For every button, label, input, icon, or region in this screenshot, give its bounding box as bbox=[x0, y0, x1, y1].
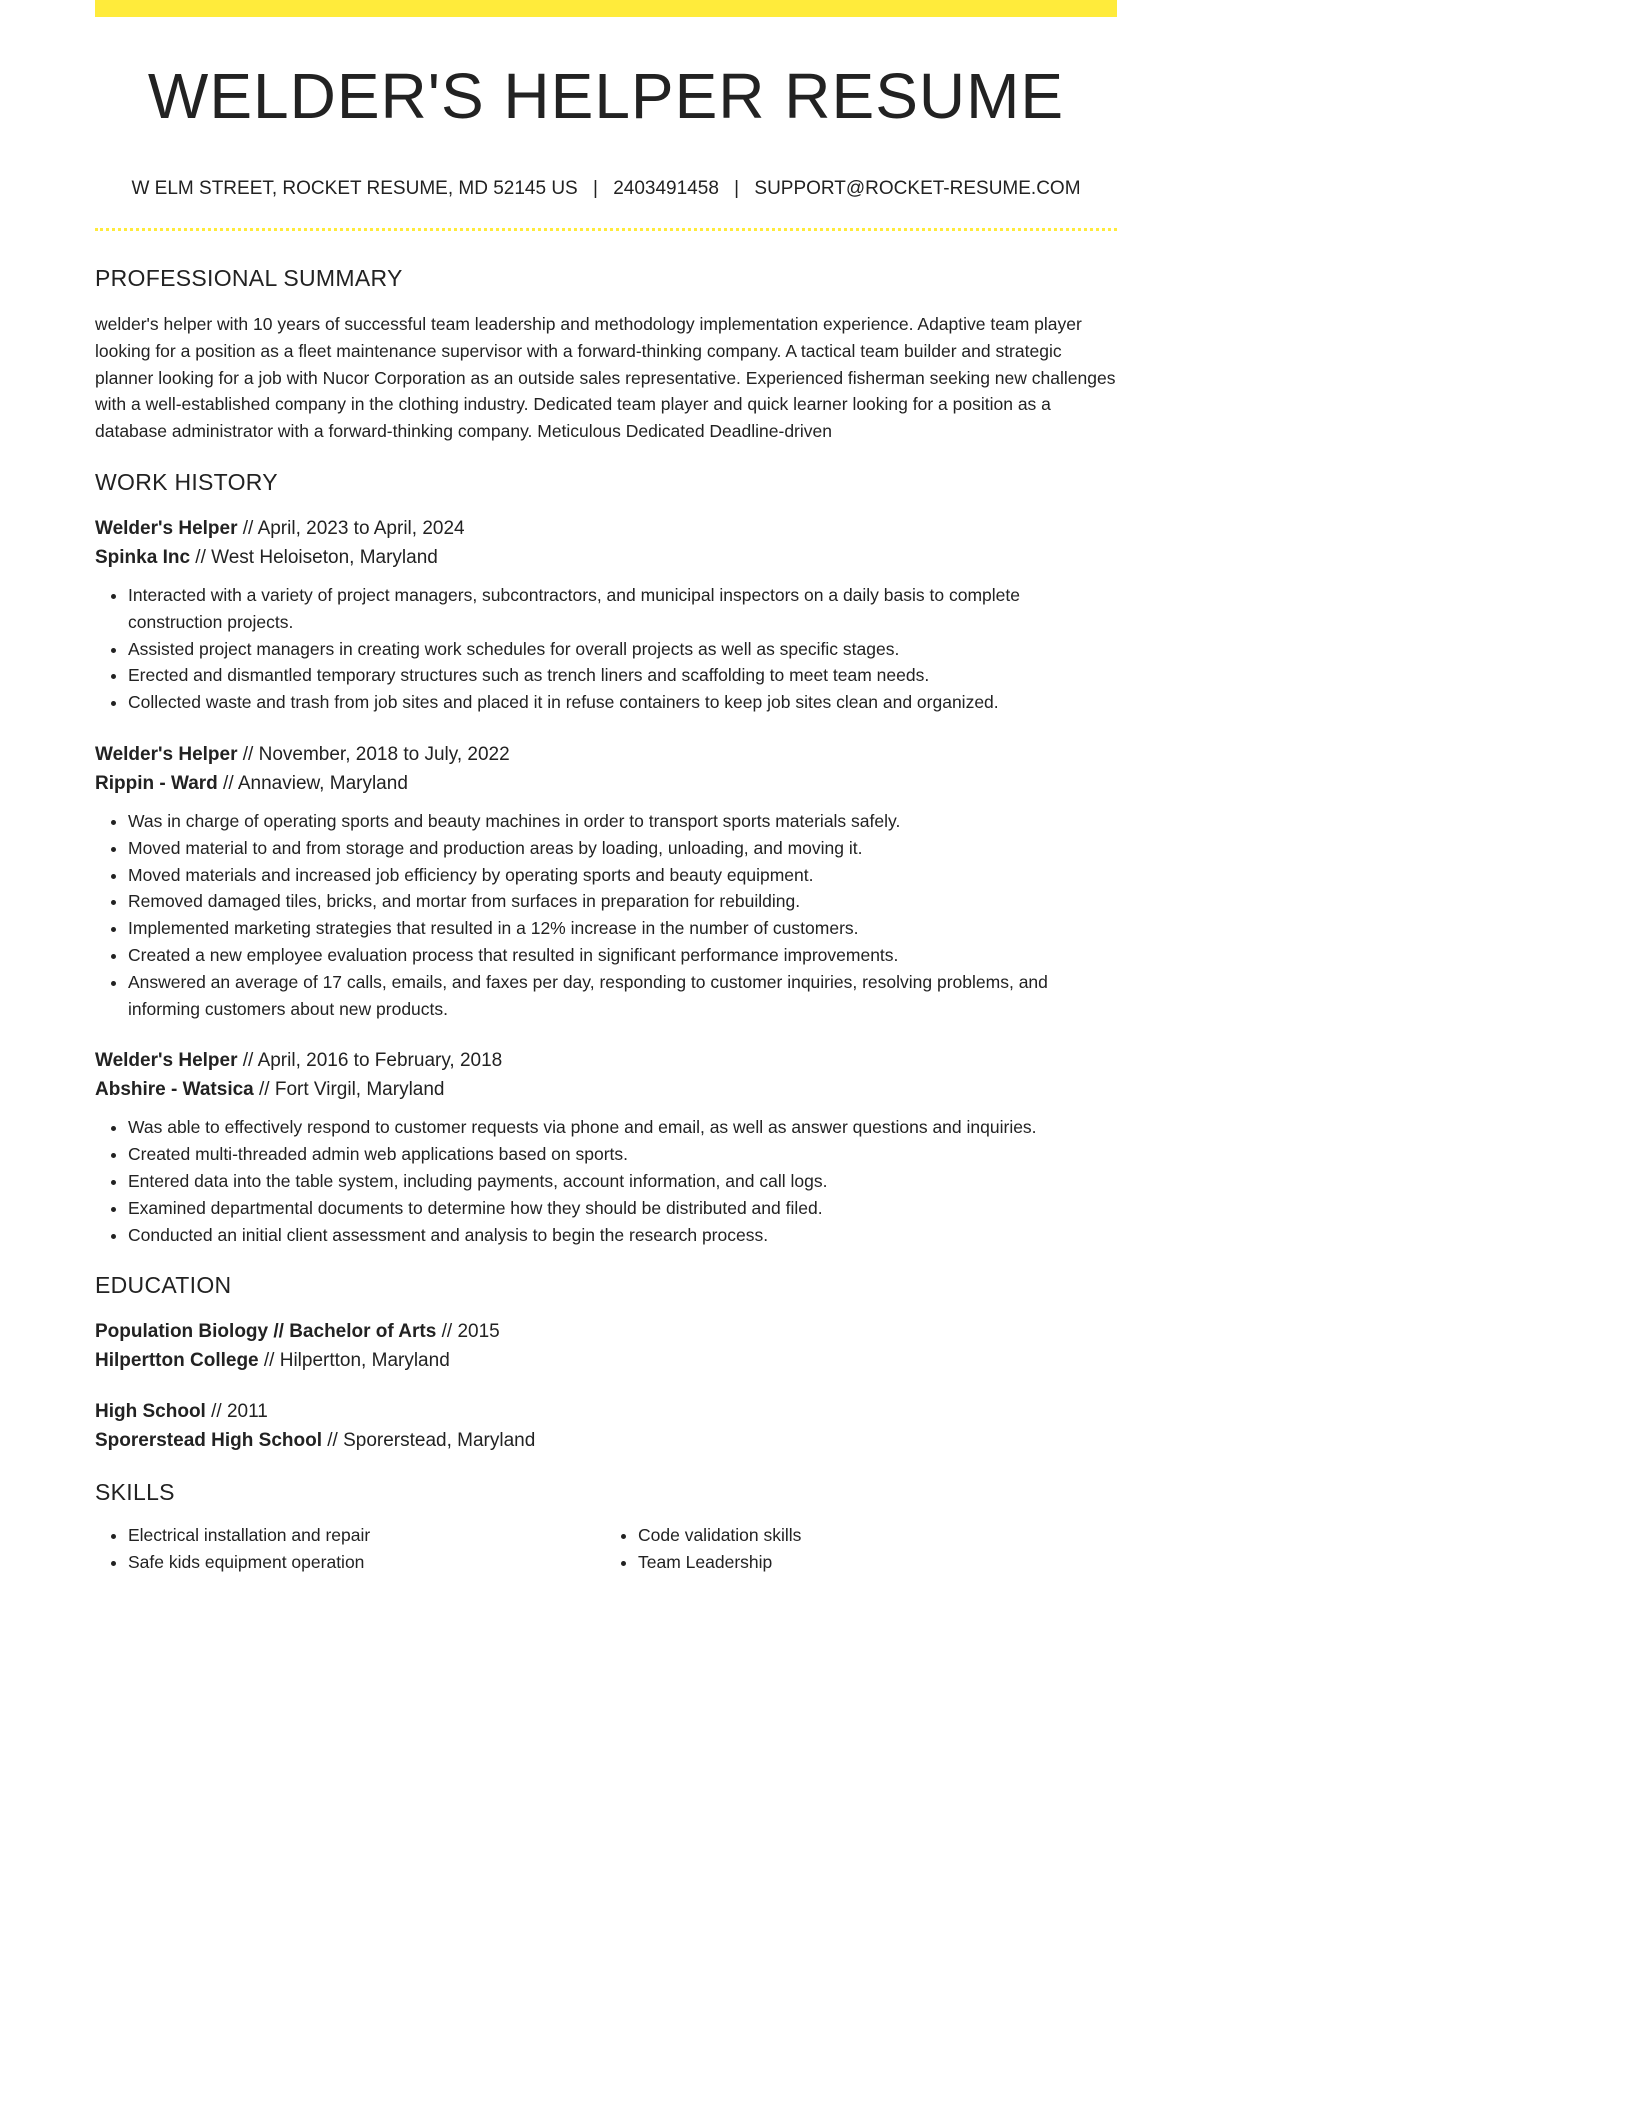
job-bullets bbox=[95, 1114, 1117, 1248]
job-bullet: • Erected and dismantled temporary structures such as trench liners and scaffolding to meet team needs. bbox=[128, 662, 1117, 689]
job-bullet: • Implemented marketing strategies that resulted in a 12% increase in the number of customers. bbox=[128, 915, 1117, 942]
job-bullet: • Assisted project managers in creating work schedules for overall projects as well as specific stages. bbox=[128, 636, 1117, 663]
job-bullet: • Examined departmental documents to determine how they should be distributed and filed. bbox=[128, 1195, 1117, 1222]
job-title: Welder's Helper bbox=[95, 743, 238, 765]
education-location: // Hilpertton, Maryland bbox=[258, 1350, 450, 1372]
job-bullet: • Was able to effectively respond to customer requests via phone and email, as well as answer questions and inquiries. bbox=[128, 1114, 1117, 1141]
education-heading: EDUCATION bbox=[95, 1272, 232, 1299]
contact-separator: | bbox=[734, 178, 740, 199]
job-bullet: • Answered an average of 17 calls, emails, and faxes per day, responding to customer inquiries, resolving problems, and informing customers about new products. bbox=[128, 969, 1117, 1023]
resume-title: WELDER'S HELPER RESUME bbox=[147, 60, 1065, 132]
skill-item: • Code validation skills bbox=[638, 1522, 1108, 1549]
resume-body bbox=[95, 262, 1117, 1576]
job-location: // Annaview, Maryland bbox=[217, 772, 408, 794]
job-bullet: • Removed damaged tiles, bricks, and mortar from surfaces in preparation for rebuilding. bbox=[128, 888, 1117, 915]
contact-email: SUPPORT@ROCKET-RESUME.COM bbox=[754, 178, 1081, 199]
skills-list bbox=[95, 1522, 1117, 1576]
job-bullet: • Was in charge of operating sports and beauty machines in order to transport sports materials safely. bbox=[128, 808, 1117, 835]
education-degree: High School bbox=[95, 1401, 206, 1423]
job-company: Spinka Inc bbox=[95, 546, 191, 568]
education-school-line bbox=[95, 1426, 1117, 1455]
job-company-line bbox=[95, 1075, 1117, 1104]
contact-phone: 2403491458 bbox=[613, 178, 719, 199]
skill-item: • Team Leadership bbox=[638, 1549, 1108, 1576]
contact-address: W ELM STREET, ROCKET RESUME, MD 52145 US bbox=[131, 178, 578, 199]
job-bullets bbox=[95, 582, 1117, 716]
job-title-line bbox=[95, 740, 1117, 769]
job-location: // Fort Virgil, Maryland bbox=[253, 1079, 445, 1101]
job-bullet: • Conducted an initial client assessment and analysis to begin the research process. bbox=[128, 1222, 1117, 1249]
job-location: // West Heloiseton, Maryland bbox=[190, 546, 438, 568]
job-bullet: • Created a new employee evaluation process that resulted in significant performance improvements. bbox=[128, 942, 1117, 969]
job-dates: // April, 2023 to April, 2024 bbox=[237, 517, 465, 539]
job-title: Welder's Helper bbox=[95, 1050, 238, 1072]
education-degree: Population Biology // Bachelor of Arts bbox=[95, 1321, 437, 1343]
job-company: Abshire - Watsica bbox=[95, 1079, 254, 1101]
contact-separator: | bbox=[593, 178, 598, 199]
job-title: Welder's Helper bbox=[95, 517, 238, 539]
education-location: // Sporerstead, Maryland bbox=[321, 1430, 536, 1452]
education-school: Sporerstead High School bbox=[95, 1430, 322, 1452]
skills-column-left bbox=[95, 1522, 598, 1576]
education-degree-line bbox=[95, 1397, 1117, 1426]
skills-column-right bbox=[598, 1522, 1108, 1576]
education-school: Hilpertton College bbox=[95, 1350, 259, 1372]
skill-item: • Electrical installation and repair bbox=[128, 1522, 598, 1549]
skills-heading: SKILLS bbox=[95, 1479, 175, 1506]
top-accent-bar bbox=[95, 0, 1117, 17]
summary-text: welder's helper with 10 years of successful team leadership and methodology implementation experience. Adaptive team player looking for a position as a fleet maintenance supervisor with a forward-thinking company. A tactical team builder and strategic planner looking for a job with Nucor Corporation as an outside sales representative. Experienced fisherman seeking new challenges with a well-established company in the clothing industry. Dedicated team player and quick learner looking for a position as a database administrator with a forward-thinking company. Meticulous Dedicated Deadline-driven bbox=[95, 314, 1116, 442]
header-divider bbox=[95, 228, 1117, 231]
job-company-line bbox=[95, 543, 1117, 572]
education-school-line bbox=[95, 1346, 1117, 1375]
job-bullet: • Entered data into the table system, including payments, account information, and call logs. bbox=[128, 1168, 1117, 1195]
job-bullet: • Collected waste and trash from job sites and placed it in refuse containers to keep job sites clean and organized. bbox=[128, 689, 1117, 716]
job-company: Rippin - Ward bbox=[95, 772, 218, 794]
summary-heading: PROFESSIONAL SUMMARY bbox=[95, 265, 403, 291]
job-company-line bbox=[95, 769, 1117, 798]
job-title-line bbox=[95, 514, 1117, 543]
skill-item: • Safe kids equipment operation bbox=[128, 1549, 598, 1576]
job-bullet: • Interacted with a variety of project managers, subcontractors, and municipal inspectors on a daily basis to complete construction projects. bbox=[128, 582, 1117, 636]
education-year: // 2011 bbox=[205, 1401, 268, 1423]
work-history-heading: WORK HISTORY bbox=[95, 468, 278, 495]
job-bullet: • Moved material to and from storage and production areas by loading, unloading, and moving it. bbox=[128, 835, 1117, 862]
job-title-line bbox=[95, 1046, 1117, 1075]
job-bullet: • Created multi-threaded admin web applications based on sports. bbox=[128, 1141, 1117, 1168]
education-year: // 2015 bbox=[436, 1321, 500, 1343]
job-dates: // April, 2016 to February, 2018 bbox=[237, 1050, 503, 1072]
contact-line bbox=[95, 175, 1117, 203]
job-dates: // November, 2018 to July, 2022 bbox=[237, 743, 510, 765]
job-bullets bbox=[95, 808, 1117, 1022]
job-bullet: • Moved materials and increased job efficiency by operating sports and beauty equipment. bbox=[128, 862, 1117, 889]
education-degree-line bbox=[95, 1317, 1117, 1346]
